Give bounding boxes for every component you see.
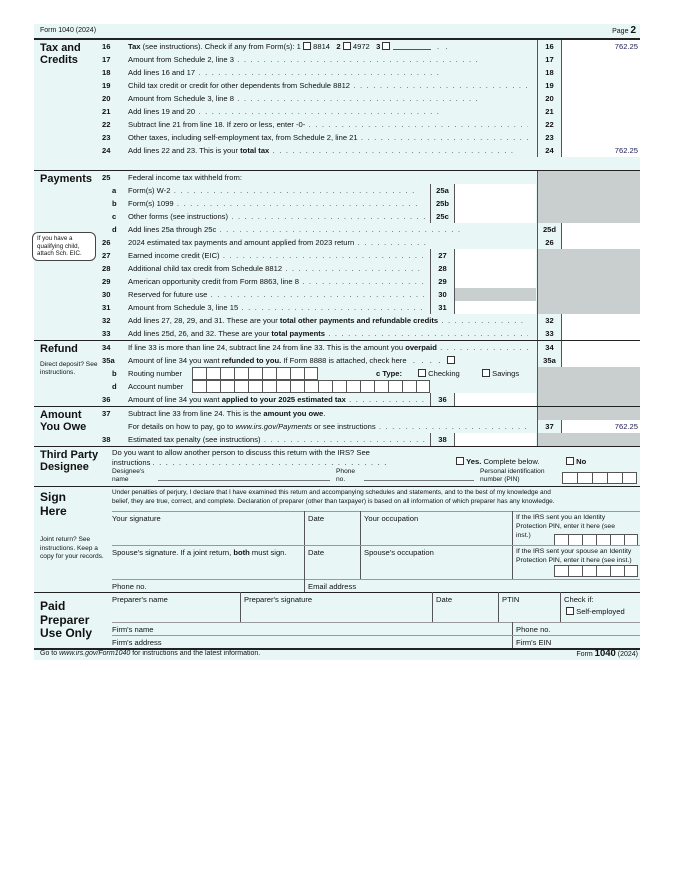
digit-cell[interactable]: [610, 565, 624, 577]
third-party-question: Do you want to allow another person to discuss this return with the IRS? See instructions . . . . . . . . . . . . . . . . . . . . . . . . . . . . . . . . . . . .: [112, 448, 388, 467]
digit-cell[interactable]: [374, 380, 388, 393]
line-24-desc: Add lines 22 and 23. This is your total tax . .: [128, 144, 528, 157]
line-34-desc: If line 33 is more than line 24, subtract line 24 from line 33. This is the amount you overpaid . .: [128, 341, 528, 354]
box-number: 35a: [537, 354, 561, 367]
digit-cell[interactable]: [234, 380, 248, 393]
shaded-column: [537, 393, 640, 406]
line-18-row: [34, 66, 640, 79]
box-number: 34: [537, 341, 561, 354]
routing-row: [34, 367, 640, 380]
line-17-desc: Amount from Schedule 2, line 3 . .: [128, 53, 528, 66]
line-18-desc: Add lines 16 and 17 . .: [128, 66, 528, 79]
designee-name-label: Designee's name: [112, 468, 145, 483]
occupation-label: Your occupation: [364, 514, 419, 523]
line-number: 36: [102, 395, 111, 404]
box-number: 33: [537, 327, 561, 340]
box-number: 27: [430, 249, 454, 262]
row-rule: [112, 545, 640, 546]
line-23-desc: Other taxes, including self-employment tax, from Schedule 2, line 21 . .: [128, 131, 528, 144]
line-25c-row: [34, 210, 640, 223]
account-row: [34, 380, 640, 393]
preparer-signature-label: Preparer's signature: [244, 595, 313, 604]
box-number: 28: [430, 262, 454, 275]
line-30-amount: [454, 288, 536, 301]
designee-name-input[interactable]: [158, 471, 330, 481]
box-number: 25b: [430, 197, 454, 210]
digit-cell[interactable]: [402, 380, 416, 393]
shaded-column: [537, 407, 640, 420]
amount-owe-title: Amount You Owe: [40, 409, 87, 433]
digit-cell[interactable]: [206, 380, 220, 393]
box-number: 38: [430, 433, 454, 446]
digit-cell[interactable]: [192, 380, 206, 393]
line-27-desc: Earned income credit (EIC) . .: [128, 249, 424, 262]
line-16-desc: Tax (see instructions). Check if any from Form(s): 1 8814 2 4972 3 . .: [128, 42, 448, 51]
digit-cell[interactable]: [607, 472, 622, 484]
line-32-desc: Add lines 27, 28, 29, and 31. These are your total other payments and refundable credits . .: [128, 314, 528, 327]
digit-cell[interactable]: [262, 380, 276, 393]
line-number: 20: [102, 94, 111, 103]
digit-cell[interactable]: [220, 367, 234, 380]
line-37-desc-2: For details on how to pay, go to www.irs.gov/Payments or see instructions . .: [128, 420, 528, 433]
line-number: 31: [102, 303, 111, 312]
row-rule: [112, 511, 640, 512]
line-number: 32: [102, 316, 111, 325]
line-20-desc: Amount from Schedule 3, line 8 . .: [128, 92, 528, 105]
box-number: 26: [537, 236, 561, 249]
line-19-desc: Child tax credit or credit for other dependents from Schedule 8812 . .: [128, 79, 528, 92]
line-24-row: [34, 144, 640, 157]
box-number: 25a: [430, 184, 454, 197]
check-if-label: Check if:: [564, 595, 594, 604]
line-38-row: [34, 433, 640, 446]
yes-checkbox[interactable]: [456, 457, 464, 465]
line-27-amount[interactable]: [454, 249, 536, 262]
digit-cell[interactable]: [360, 380, 374, 393]
line-22-amount[interactable]: [561, 118, 640, 131]
line-38-amount[interactable]: [454, 433, 536, 446]
box-number: 23: [537, 131, 561, 144]
form-3-input[interactable]: [393, 41, 431, 50]
date-label: Date: [308, 514, 325, 523]
line-20-amount[interactable]: [561, 92, 640, 105]
firm-ein-label: Firm's EIN: [516, 638, 552, 647]
column-rule: [304, 579, 305, 592]
digit-cell[interactable]: [276, 367, 290, 380]
line-37-amount[interactable]: 762.25: [561, 420, 640, 433]
page-word: Page: [612, 28, 629, 35]
designee-pin-label: Personal identification number (PIN): [480, 468, 545, 483]
tax-credits-title: Tax and Credits: [40, 42, 81, 66]
footer-instructions: Go to www.irs.gov/Form1040 for instructions and the latest information.: [40, 650, 261, 657]
line-21-amount[interactable]: [561, 105, 640, 118]
digit-cell[interactable]: [262, 367, 276, 380]
firm-name-label: Firm's name: [112, 625, 154, 634]
line-25d-row: [34, 223, 640, 236]
eic-note: If you have a qualifying child, attach Sch. EIC.: [32, 232, 96, 261]
line-25b-amount[interactable]: [454, 197, 536, 210]
joint-return-note: Joint return? See instructions. Keep a copy for your records.: [40, 536, 104, 561]
line-21-row: [34, 105, 640, 118]
line-26-desc: 2024 estimated tax payments and amount applied from 2023 return . .: [128, 236, 428, 249]
form-3-checkbox[interactable]: [382, 42, 390, 50]
box-number: 37: [537, 420, 561, 433]
line-number: 29: [102, 277, 111, 286]
digit-cell[interactable]: [248, 380, 262, 393]
line-37-desc-1: Subtract line 33 from line 24. This is the amount you owe.: [128, 409, 326, 418]
line-21-desc: Add lines 19 and 20 . .: [128, 105, 528, 118]
routing-label: Routing number: [128, 369, 183, 378]
box-number: 17: [537, 53, 561, 66]
self-employed-checkbox[interactable]: [566, 607, 574, 615]
line-22-desc: Subtract line 21 from line 18. If zero or less, enter -0- . .: [128, 118, 528, 131]
line-number: 24: [102, 146, 111, 155]
column-rule: [560, 592, 561, 622]
line-number: 34: [102, 343, 111, 352]
line-31-desc: Amount from Schedule 3, line 15 . .: [128, 301, 424, 314]
row-rule: [112, 622, 640, 623]
spouse-occupation-label: Spouse's occupation: [364, 548, 434, 557]
third-party-title: Third Party Designee: [40, 449, 99, 473]
line-25a-row: [34, 184, 640, 197]
line-23-amount[interactable]: [561, 131, 640, 144]
line-letter: a: [112, 186, 117, 195]
line-30-desc: Reserved for future use . .: [128, 288, 424, 301]
phone-label: Phone no.: [112, 582, 147, 591]
line-26-amount[interactable]: [561, 236, 640, 249]
your-signature-label: Your signature: [112, 514, 161, 523]
line-16-row: [34, 40, 640, 53]
line-number: 30: [102, 290, 111, 299]
designee-no-option[interactable]: No: [566, 457, 586, 466]
no-checkbox[interactable]: [566, 457, 574, 465]
line-number: 28: [102, 264, 111, 273]
column-rule: [240, 592, 241, 622]
firm-phone-label: Phone no.: [516, 625, 551, 634]
sign-here-title: Sign Here: [40, 490, 67, 518]
line-25a-amount[interactable]: [454, 184, 536, 197]
digit-cell[interactable]: [388, 380, 402, 393]
line-17-amount[interactable]: [561, 53, 640, 66]
form-label: Form 1040 (2024): [40, 27, 97, 34]
box-number: 21: [537, 105, 561, 118]
line-letter: d: [112, 225, 117, 234]
your-signature-input[interactable]: [112, 521, 304, 545]
digit-cell[interactable]: [577, 472, 592, 484]
section-rule: [34, 486, 640, 487]
preparer-name-label: Preparer's name: [112, 595, 168, 604]
digit-cell[interactable]: [290, 367, 304, 380]
ptin-label: PTIN: [502, 595, 520, 604]
line-17-row: [34, 53, 640, 66]
box-number: 22: [537, 118, 561, 131]
box-number: 24: [537, 144, 561, 157]
digit-cell[interactable]: [192, 367, 206, 380]
line-number: 33: [102, 329, 111, 338]
digit-cell[interactable]: [234, 367, 248, 380]
digit-cell[interactable]: [304, 380, 318, 393]
checking-checkbox[interactable]: [418, 369, 426, 377]
line-34-amount[interactable]: [561, 341, 640, 354]
box-number: 30: [430, 288, 454, 301]
box-number: 18: [537, 66, 561, 79]
line-20-row: [34, 92, 640, 105]
line-35a-amount[interactable]: [561, 354, 640, 367]
email-label: Email address: [308, 582, 357, 591]
spouse-date-label: Date: [308, 548, 325, 557]
designee-phone-input[interactable]: [364, 471, 474, 481]
line-28-amount[interactable]: [454, 262, 536, 275]
line-38-desc: Estimated tax penalty (see instructions) . .: [128, 433, 428, 446]
line-number: 17: [102, 55, 111, 64]
designee-yes-option[interactable]: Yes. Complete below.: [456, 457, 540, 466]
section-rule: [34, 592, 640, 593]
line-33-desc: Add lines 25d, 26, and 32. These are your total payments . .: [128, 327, 528, 340]
box-number: 25d: [537, 223, 561, 236]
digit-cell[interactable]: [332, 380, 346, 393]
line-16-amount[interactable]: 762.25: [561, 40, 640, 53]
preparer-date-label: Date: [436, 595, 453, 604]
line-25a-desc: Form(s) W-2 . .: [128, 184, 428, 197]
column-rule: [432, 592, 433, 622]
digit-cell[interactable]: [624, 565, 638, 577]
line-number: 37: [102, 409, 111, 418]
line-18-amount[interactable]: [561, 66, 640, 79]
digit-cell[interactable]: [304, 367, 318, 380]
digit-cell[interactable]: [318, 380, 332, 393]
spouse-signature-label: Spouse's signature. If a joint return, both must sign.: [112, 548, 287, 557]
line-25-desc: Federal income tax withheld from:: [128, 173, 242, 182]
digit-cell[interactable]: [346, 380, 360, 393]
line-34-row: [34, 341, 640, 354]
box-number: 20: [537, 92, 561, 105]
section-rule: [34, 446, 640, 447]
checking-option[interactable]: Checking: [418, 367, 460, 380]
box-number: 25c: [430, 210, 454, 223]
direct-deposit-note: Direct deposit? See instructions.: [40, 361, 98, 376]
form-1040-page-2: [34, 24, 640, 660]
digit-cell[interactable]: [220, 380, 234, 393]
line-number: 21: [102, 107, 111, 116]
line-28-desc: Additional child tax credit from Schedule 8812 . .: [128, 262, 424, 275]
account-label: Account number: [128, 382, 184, 391]
line-25d-desc: Add lines 25a through 25c . .: [128, 223, 528, 236]
box-number: 16: [537, 40, 561, 53]
line-number: 27: [102, 251, 111, 260]
line-number: 23: [102, 133, 111, 142]
line-25c-amount[interactable]: [454, 210, 536, 223]
line-number: 19: [102, 81, 111, 90]
line-36-amount[interactable]: [454, 393, 536, 406]
designee-phone-label: Phone no.: [336, 468, 356, 483]
firm-address-label: Firm's address: [112, 638, 162, 647]
digit-cell[interactable]: [582, 565, 596, 577]
line-33-amount[interactable]: [561, 327, 640, 340]
line-36-desc: Amount of line 34 you want applied to your 2025 estimated tax . .: [128, 393, 428, 406]
savings-checkbox[interactable]: [482, 369, 490, 377]
line-32-amount[interactable]: [561, 314, 640, 327]
line-23-row: [34, 131, 640, 144]
shaded-column: [537, 249, 640, 314]
digit-cell[interactable]: [562, 472, 577, 484]
digit-cell[interactable]: [554, 565, 568, 577]
line-number: 38: [102, 435, 111, 444]
line-19-amount[interactable]: [561, 79, 640, 92]
box-number: 19: [537, 79, 561, 92]
savings-option[interactable]: Savings: [482, 367, 519, 380]
account-type-label: c Type:: [376, 369, 403, 378]
line-number: 25: [102, 173, 111, 182]
digit-cell[interactable]: [206, 367, 220, 380]
column-rule: [498, 592, 499, 622]
line-32-row: [34, 314, 640, 327]
digit-cell[interactable]: [248, 367, 262, 380]
line-22-row: [34, 118, 640, 131]
box-number: 32: [537, 314, 561, 327]
page-number: 2: [630, 25, 636, 36]
line-31-amount[interactable]: [454, 301, 536, 314]
digit-cell[interactable]: [416, 380, 430, 393]
line-letter: c: [112, 212, 117, 221]
line-letter: b: [112, 199, 117, 208]
digit-cell[interactable]: [290, 380, 304, 393]
row-rule: [112, 635, 640, 636]
line-36-row: [34, 393, 640, 406]
shaded-column: [537, 433, 640, 446]
line-19-row: [34, 79, 640, 92]
digit-cell[interactable]: [276, 380, 290, 393]
form-8814-checkbox[interactable]: [303, 42, 311, 50]
spouse-ip-pin-label: If the IRS sent your spouse an Identity Protection PIN, enter it here (see inst.): [516, 548, 632, 564]
digit-cell[interactable]: [568, 565, 582, 577]
digit-cell[interactable]: [596, 565, 610, 577]
box-number: 29: [430, 275, 454, 288]
line-25b-desc: Form(s) 1099 . .: [128, 197, 428, 210]
line-29-desc: American opportunity credit from Form 8863, line 8 . .: [128, 275, 424, 288]
line-35a-desc: Amount of line 34 you want refunded to you. If Form 8888 is attached, check here . . . .: [128, 354, 528, 367]
line-number: 22: [102, 120, 111, 129]
box-number: 31: [430, 301, 454, 314]
self-employed-option[interactable]: Self-employed: [566, 607, 625, 616]
form-8888-checkbox[interactable]: [447, 356, 455, 364]
line-24-amount[interactable]: 762.25: [561, 144, 640, 157]
line-25-row: [34, 171, 640, 184]
footer-form-id: Form 1040 (2024): [576, 648, 638, 659]
line-number: 35a: [102, 356, 115, 365]
ip-pin-label: If the IRS sent you an Identity Protection PIN, enter it here (see inst.): [516, 514, 615, 539]
line-number: 26: [102, 238, 111, 247]
line-29-amount[interactable]: [454, 275, 536, 288]
line-25c-desc: Other forms (see instructions) . .: [128, 210, 428, 223]
line-25d-amount[interactable]: [561, 223, 640, 236]
refund-title: Refund: [40, 343, 78, 355]
line-letter: b: [112, 369, 117, 378]
line-number: 16: [102, 42, 111, 51]
digit-cell[interactable]: [592, 472, 607, 484]
page-label: [612, 24, 636, 38]
line-letter: d: [112, 382, 117, 391]
line-37-row: [34, 407, 640, 433]
line-26-row: [34, 236, 640, 249]
row-rule: [112, 579, 640, 580]
payments-title: Payments: [40, 173, 92, 185]
line-25b-row: [34, 197, 640, 210]
line-35a-row: [34, 354, 640, 367]
line-number: 18: [102, 68, 111, 77]
form-4972-checkbox[interactable]: [343, 42, 351, 50]
line-33-row: [34, 327, 640, 340]
digit-cell[interactable]: [622, 472, 637, 484]
preparer-title: Paid Preparer Use Only: [40, 599, 93, 640]
penalty-statement: Under penalties of perjury, I declare that I have examined this return and accompanying schedules and statements, and to the best of my knowledge and belief, they are true, correct, and complete. Declaration of preparer (other than taxpayer) is based on all information of which preparer has any knowledge.: [112, 489, 555, 505]
box-number: 36: [430, 393, 454, 406]
